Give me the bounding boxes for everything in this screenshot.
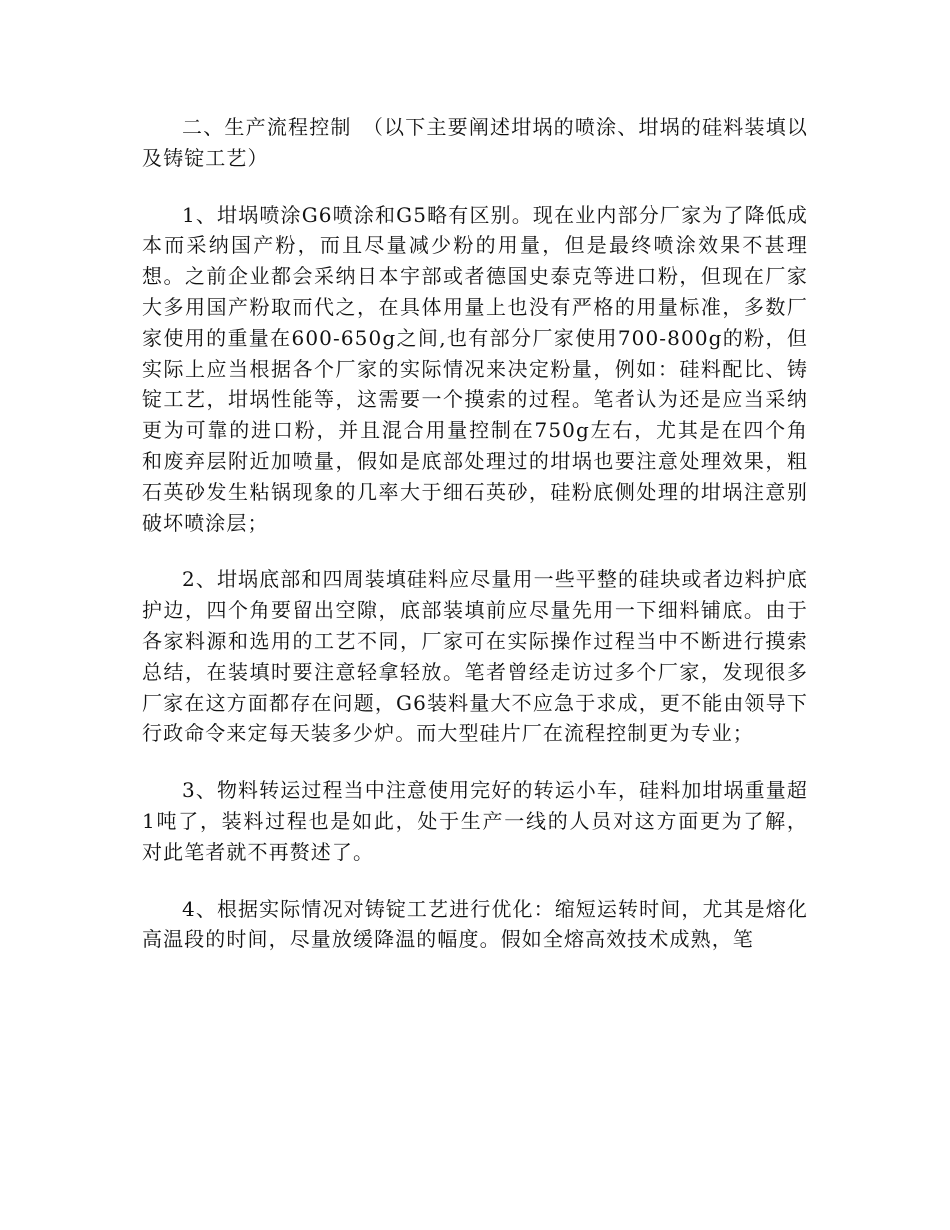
document-page [142,112,808,955]
paragraph-crucible-spraying: 1、坩埚喷涂G6喷涂和G5略有区别。现在业内部分厂家为了降低成本而采纳国产粉，而且尽量减少粉的用量，但是最终喷涂效果不甚理想。之前企业都会采纳日本宇部或者德国史泰克等进口粉，但现在厂家大多用国产粉取而代之，在具体用量上也没有严格的用量标准，多数厂家使用的重量在600-650g之间,也有部分厂家使用700-800g的粉，但实际上应当根据各个厂家的实际情况来决定粉量，例如：硅料配比、铸锭工艺，坩埚性能等，这需要一个摸索的过程。笔者认为还是应当采纳更为可靠的进口粉，并且混合用量控制在750g左右，尤其是在四个角和废弃层附近加喷量，假如是底部处理过的坩埚也要注意处理效果，粗石英砂发生粘锅现象的几率大于细石英砂，硅粉底侧处理的坩埚注意别破坏喷涂层； [142,202,808,535]
paragraph-silicon-loading: 2、坩埚底部和四周装填硅料应尽量用一些平整的硅块或者边料护底护边，四个角要留出空隙，底部装填前应尽量先用一下细料铺底。由于各家料源和选用的工艺不同，厂家可在实际操作过程当中不断进行摸索总结，在装填时要注意轻拿轻放。笔者曾经走访过多个厂家，发现很多厂家在这方面都存在问题，G6装料量大不应急于求成，更不能由领导下行政命令来定每天装多少炉。而大型硅片厂在流程控制更为专业； [142,567,808,746]
paragraph-ingot-process: 4、根据实际情况对铸锭工艺进行优化：缩短运转时间，尤其是熔化高温段的时间，尽量放缓降温的幅度。假如全熔高效技术成熟，笔 [142,896,808,952]
paragraph-material-transport: 3、物料转运过程当中注意使用完好的转运小车，硅料加坩埚重量超1吨了，装料过程也是如此，处于生产一线的人员对这方面更为了解，对此笔者就不再赘述了。 [142,778,808,864]
section-heading-paragraph: 二、生产流程控制 （以下主要阐述坩埚的喷涂、坩埚的硅料装填以及铸锭工艺） [142,115,808,170]
